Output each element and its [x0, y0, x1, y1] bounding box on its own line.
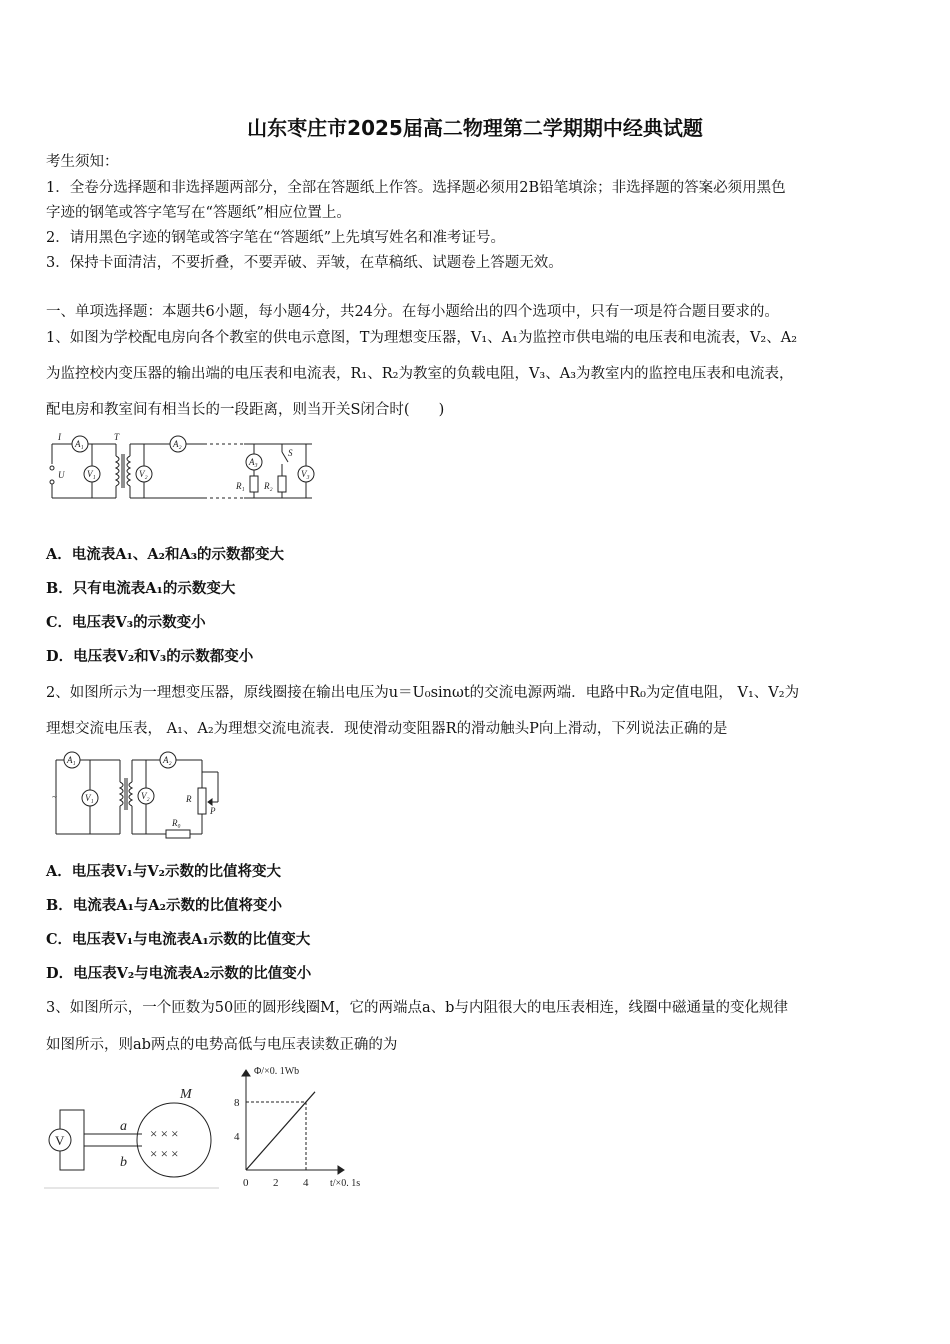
fig3-label-M: M: [180, 1087, 192, 1102]
fig1-label-S: S: [288, 448, 293, 458]
question-2-text: 2、如图所示为一理想变压器，原线圈接在输出电压为u＝U₀sinωt的交流电源两端．电路中R₀为定值电阻， V₁、V₂为: [46, 685, 800, 701]
notice-item: 1．全卷分选择题和非选择题两部分，全部在答题纸上作答。选择题必须用2B铅笔填涂；非选择题的答案必须用黑色: [46, 180, 786, 196]
fig1-label-R2: R₂: [264, 481, 273, 491]
notice-header: 考生须知：: [46, 154, 119, 170]
section-heading: 一、单项选择题：本题共6小题，每小题4分，共24分。在每小题给出的四个选项中，只有一项是符合题目要求的。: [46, 304, 779, 320]
chart-series-line: [246, 1092, 315, 1170]
notice-item: 2．请用黑色字迹的钢笔或答字笔在“答题纸”上先填写姓名和准考证号。: [46, 230, 506, 246]
question-2-option-d: D．电压表V₂与电流表A₂示数的比值变小: [46, 965, 312, 982]
fig2-label-V2: V₂: [141, 791, 150, 801]
chart-x-axis-label: t/×0. 1s: [330, 1178, 361, 1189]
fig1-label-U: U: [58, 470, 65, 480]
fig2-label-R0: R₀: [172, 818, 181, 828]
fig2-label-A1: A₁: [67, 755, 76, 765]
fig1-label-A1: A₁: [75, 439, 84, 449]
fig1-label-V2: V₂: [139, 469, 148, 479]
fig3-label-V: V: [55, 1133, 65, 1148]
fig3-field-row-1: × × ×: [150, 1126, 179, 1141]
chart-y-tick-label: 4: [234, 1131, 240, 1143]
question-1-option-a: A．电流表A₁、A₂和A₃的示数都变大: [46, 546, 285, 563]
question-3-coil-figure: [44, 1078, 219, 1193]
fig2-label-P: P: [210, 806, 216, 816]
chart-y-tick-label: 8: [234, 1097, 240, 1109]
fig3-field-row-2: × × ×: [150, 1146, 179, 1161]
fig2-label-source: ~: [52, 792, 57, 802]
chart-y-axis-arrow: [242, 1070, 250, 1076]
question-1-circuit-figure: [44, 430, 324, 512]
question-3-text: 3、如图所示，一个匝数为50匝的圆形线圈M，它的两端点a、b与内阻很大的电压表相连，线圈中磁通量的变化规律: [46, 1000, 788, 1016]
chart-y-axis-label: Φ/×0. 1Wb: [254, 1066, 300, 1077]
fig1-label-A3: A₃: [249, 457, 258, 467]
fig2-label-R: R: [186, 794, 192, 804]
question-2-option-a: A．电压表V₁与V₂示数的比值将变大: [46, 863, 281, 880]
question-3-flux-chart: [226, 1062, 406, 1194]
question-1-option-c: C．电压表V₃的示数变小: [46, 614, 206, 631]
notice-item: 3．保持卡面清洁，不要折叠，不要弄破、弄皱，在草稿纸、试题卷上答题无效。: [46, 255, 563, 271]
question-1-option-d: D．电压表V₂和V₃的示数都变小: [46, 648, 254, 665]
page-title: 山东枣庄市2025届高二物理第二学期期中经典试题: [247, 116, 703, 140]
fig2-label-A2: A₂: [163, 755, 172, 765]
fig1-label-V1: V₁: [87, 469, 96, 479]
question-1-text: 配电房和教室间有相当长的一段距离，则当开关S闭合时( ): [46, 402, 445, 418]
fig3-label-b: b: [120, 1155, 127, 1170]
fig1-label-R1: R₁: [236, 481, 245, 491]
notice-item: 字迹的钢笔或答字笔写在“答题纸”相应位置上。: [46, 205, 351, 221]
fig1-label-T: T: [114, 432, 120, 442]
fig1-label-V3: V₃: [301, 469, 310, 479]
chart-x-tick-label: 2: [273, 1177, 279, 1189]
question-2-circuit-figure: [52, 748, 232, 840]
chart-x-axis-arrow: [338, 1166, 344, 1174]
chart-x-tick-label: 0: [243, 1177, 249, 1189]
fig1-label-I: I: [58, 432, 61, 442]
question-1-option-b: B．只有电流表A₁的示数变大: [46, 580, 236, 597]
question-1-text: 为监控校内变压器的输出端的电压表和电流表，R₁、R₂为教室的负载电阻，V₃、A₃为教室内的监控电压表和电流表，: [46, 366, 794, 382]
question-2-option-c: C．电压表V₁与电流表A₁示数的比值变大: [46, 931, 311, 948]
question-2-text: 理想交流电压表， A₁、A₂为理想交流电流表．现使滑动变阻器R的滑动触头P向上滑动，下列说法正确的是: [46, 721, 728, 737]
chart-x-tick-label: 4: [303, 1177, 309, 1189]
question-1-text: 1、如图为学校配电房向各个教室的供电示意图，T为理想变压器，V₁、A₁为监控市供电端的电压表和电流表，V₂、A₂: [46, 330, 798, 346]
question-2-option-b: B．电流表A₁与A₂示数的比值将变小: [46, 897, 282, 914]
fig3-label-a: a: [120, 1119, 127, 1134]
fig1-label-A2: A₂: [173, 439, 182, 449]
fig2-label-V1: V₁: [85, 793, 94, 803]
question-3-text: 如图所示，则ab两点的电势高低与电压表读数正确的为: [46, 1037, 398, 1053]
